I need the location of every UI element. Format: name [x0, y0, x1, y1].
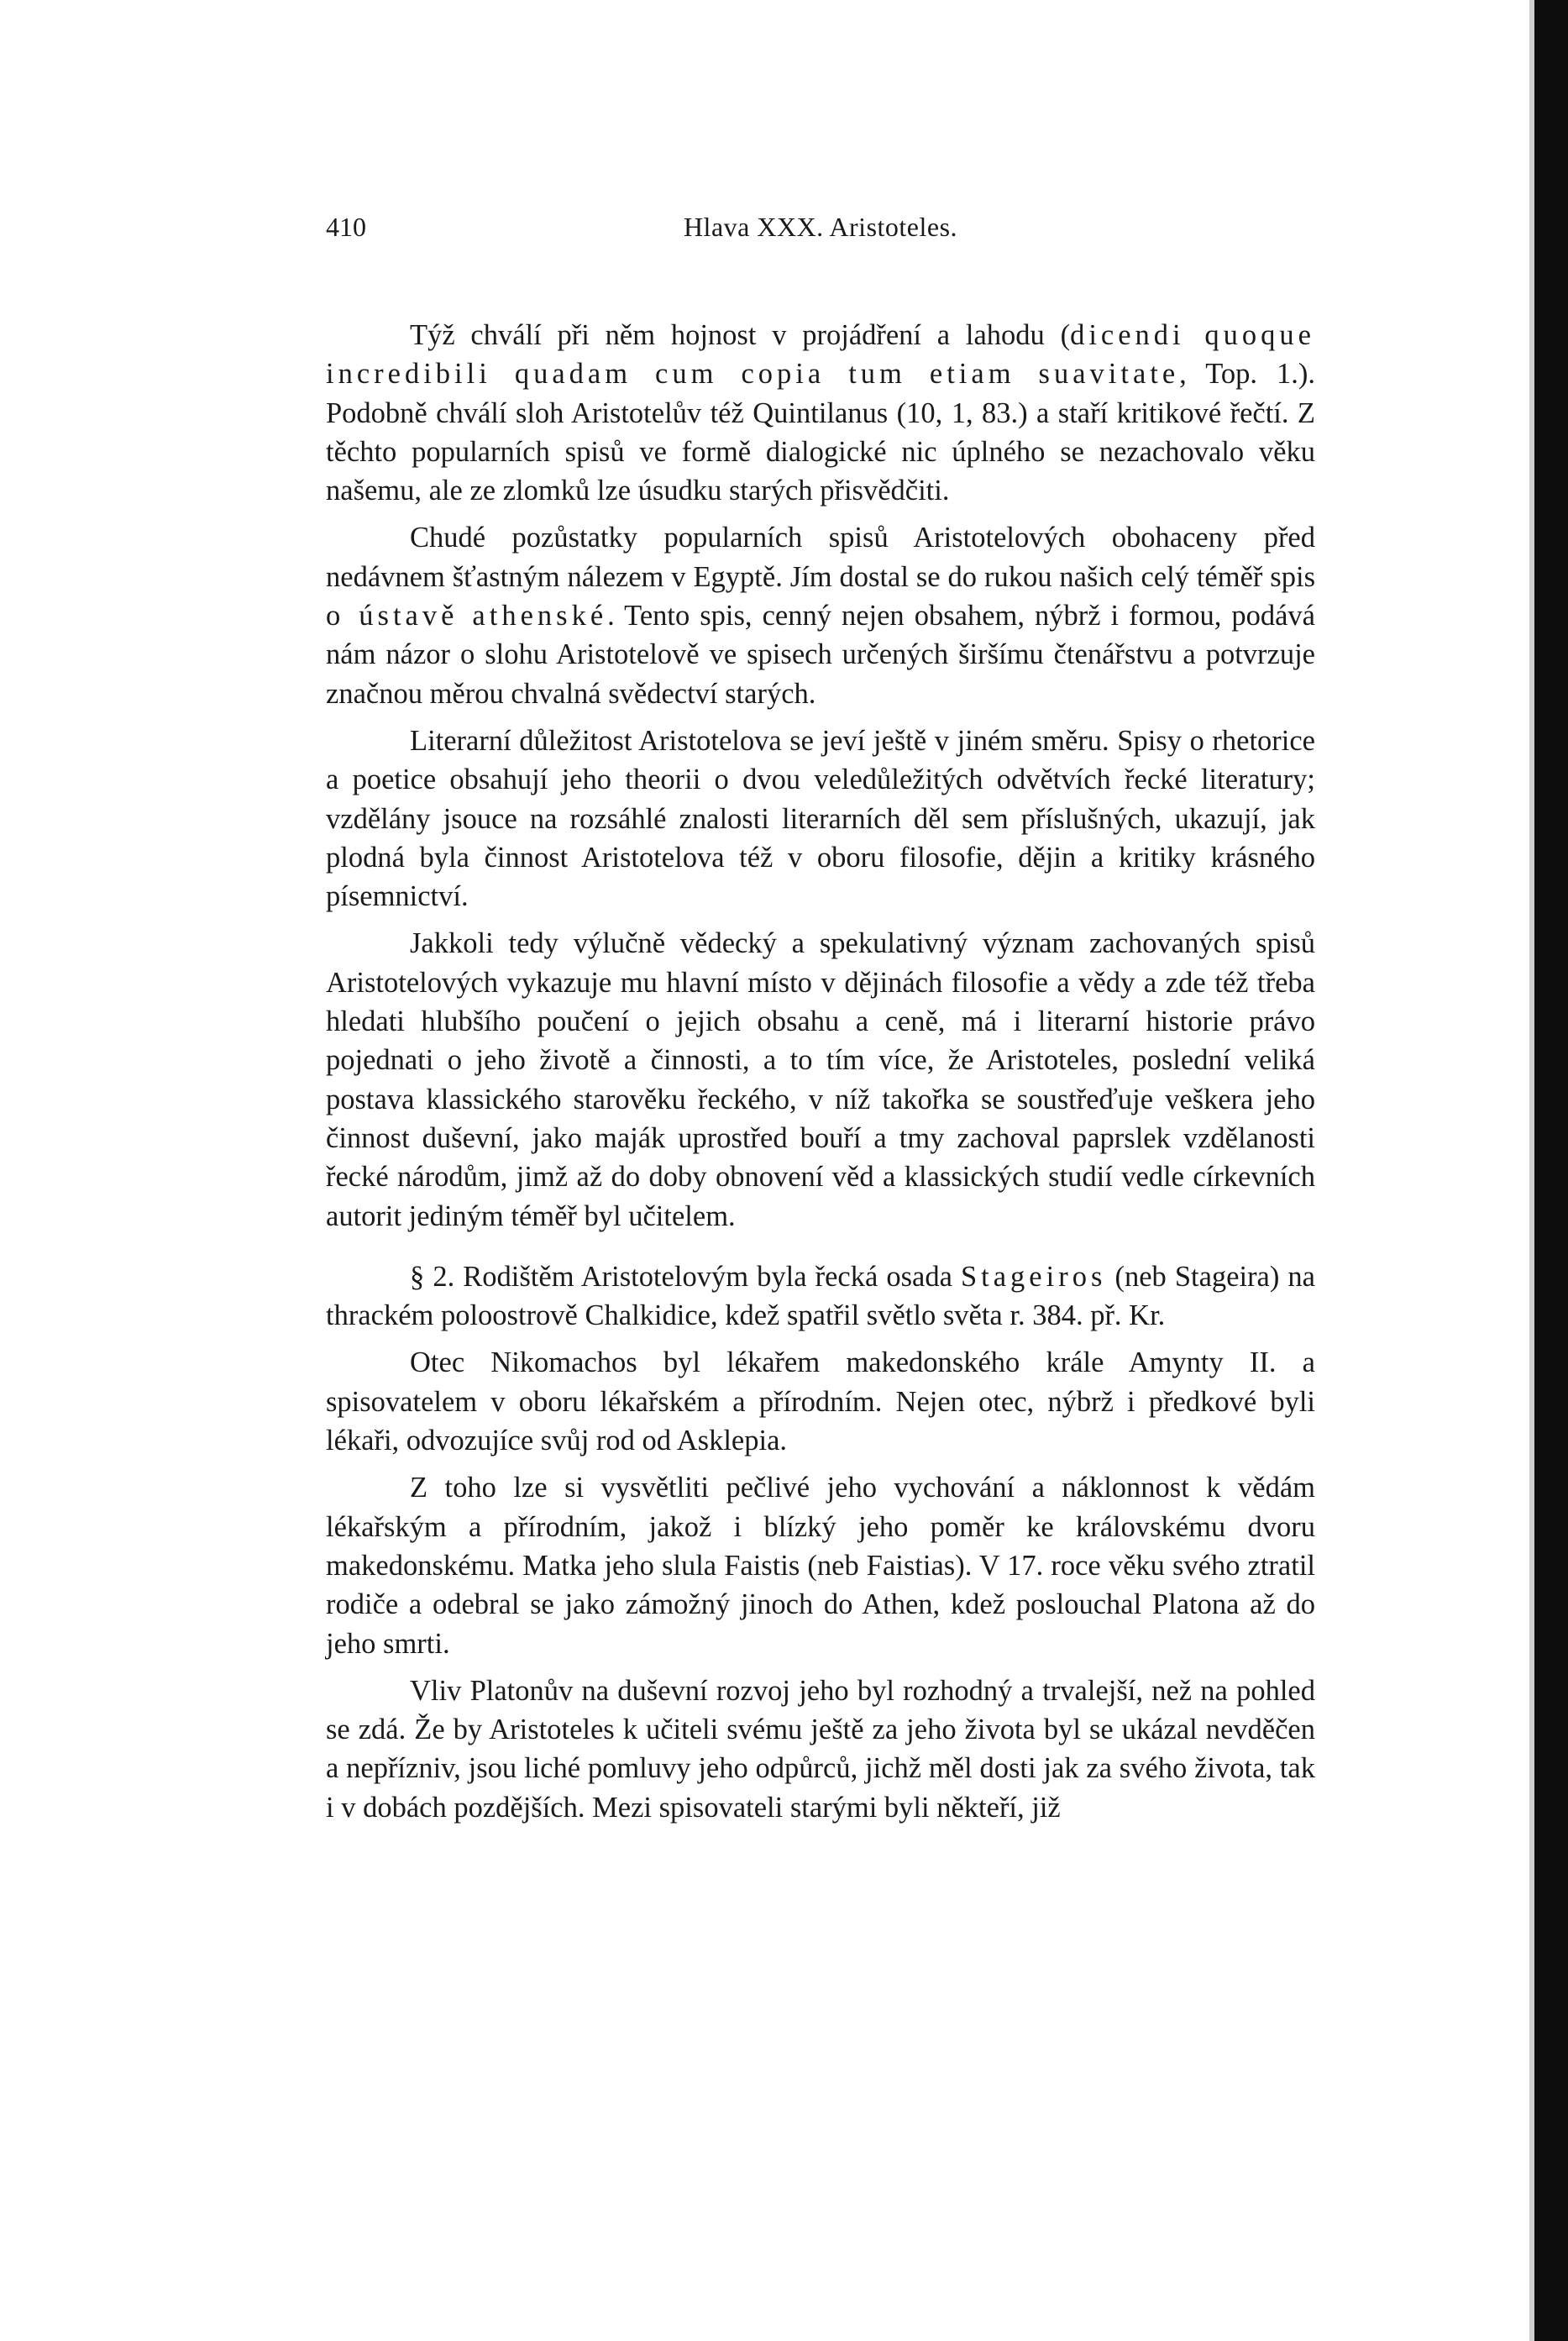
spaced-place-name: Stageiros [960, 1260, 1107, 1293]
paragraph-8 [326, 1672, 1315, 1827]
spaced-work-title: o ústavě athenské [326, 600, 608, 632]
paragraph-6 [326, 1343, 1315, 1460]
text-run: , Top. 1.). Podobně chválí sloh Aristotelův též Quintilanus (10, 1, 83.) a staří kritikové řečtí. Z těchto popularních spisů ve formě dialogické nic úplného se nezachovalo věku našemu, ale ze zlomků lze úsudku starých přisvědčiti. [326, 358, 1315, 507]
text-run: Z toho lze si vysvětliti pečlivé jeho vychování a náklonnost k vědám lékařským a přírodním, jakož i blízký jeho poměr ke královskému dvoru makedonskému. Matka jeho slula Faistis (neb Faistias). V 17. roce věku svého ztratil rodiče a odebral se jako zámožný jinoch do Athen, kdež poslouchal Platona až do jeho smrti. [326, 1472, 1315, 1660]
page-number: 410 [326, 212, 366, 242]
scan-edge-border [1534, 0, 1568, 2341]
spaced-latin-quote: dicendi quoque incredibili quadam cum copia tum etiam suavitate [326, 319, 1315, 391]
text-run: Týž chválí při něm hojnost v projádření a lahodu ( [410, 319, 1071, 351]
running-head [326, 202, 1315, 252]
paragraph-4 [326, 924, 1315, 1235]
book-page [326, 202, 1315, 1835]
paragraph-3 [326, 722, 1315, 916]
paragraph-1 [326, 316, 1315, 510]
text-run: Chudé pozůstatky popularních spisů Aristotelových obohaceny před nedávnem šťastným nálezem v Egyptě. Jím dostal se do rukou našich celý téměř spis [326, 522, 1315, 593]
paragraph-7 [326, 1468, 1315, 1662]
chapter-title: Hlava XXX. Aristoteles. [683, 212, 958, 242]
text-run: Literarní důležitost Aristotelova se jeví ještě v jiném směru. Spisy o rhetorice a poetice obsahují jeho theorii o dvou veledůležitých odvětvích řecké literatury; vzdělány jsouce na rozsáhlé znalosti literarních děl sem příslušných, ukazují, jak plodná byla činnost Aristotelova též v oboru filosofie, dějin a kritiky krásného písemnictví. [326, 724, 1315, 913]
text-run: (neb Stageira) na thrackém poloostrově Chalkidice, kdež spatřil světlo světa r. 384. př. Kr. [326, 1260, 1315, 1332]
text-run: § 2. Rodištěm Aristotelovým byla řecká osada [410, 1260, 961, 1293]
body-text [326, 316, 1315, 1827]
text-run: Vliv Platonův na duševní rozvoj jeho byl rozhodný a trvalejší, než na pohled se zdá. Že by Aristoteles k učiteli svému ještě za jeho života byl se ukázal nevděčen a nepřízniv, jsou liché pomluvy jeho odpůrců, jichž měl dosti jak za svého života, tak i v dobách pozdějších. Mezi spisovateli starými byli někteří, již [326, 1674, 1315, 1824]
text-run: Otec Nikomachos byl lékařem makedonského krále Amynty II. a spisovatelem v oboru lékařském a přírodním. Nejen otec, nýbrž i předkové byli lékaři, odvozujíce svůj rod od Asklepia. [326, 1346, 1315, 1457]
text-run: . Tento spis, cenný nejen obsahem, nýbrž i formou, podává nám názor o slohu Aristotelově ve spisech určených širšímu čtenářstvu a potvrzuje značnou měrou chvalná svědectví starých. [326, 600, 1315, 710]
text-run: Jakkoli tedy výlučně vědecký a spekulativný význam zachovaných spisů Aristotelových vykazuje mu hlavní místo v dějinách filosofie a vědy a zde též třeba hledati hlubšího poučení o jejich obsahu a ceně, má i literarní historie právo pojednati o jeho životě a činnosti, a to tím více, že Aristoteles, poslední veliká postava klassického starověku řeckého, v níž takořka se soustřeďuje veškera jeho činnost duševní, jako maják uprostřed bouří a tmy zachoval paprslek vzdělanosti řecké národům, jimž až do doby obnovení věd a klassických studií vedle církevních autorit jediným téměř byl učitelem. [326, 927, 1315, 1232]
paragraph-2 [326, 518, 1315, 712]
paragraph-5-section-2 [326, 1257, 1315, 1336]
